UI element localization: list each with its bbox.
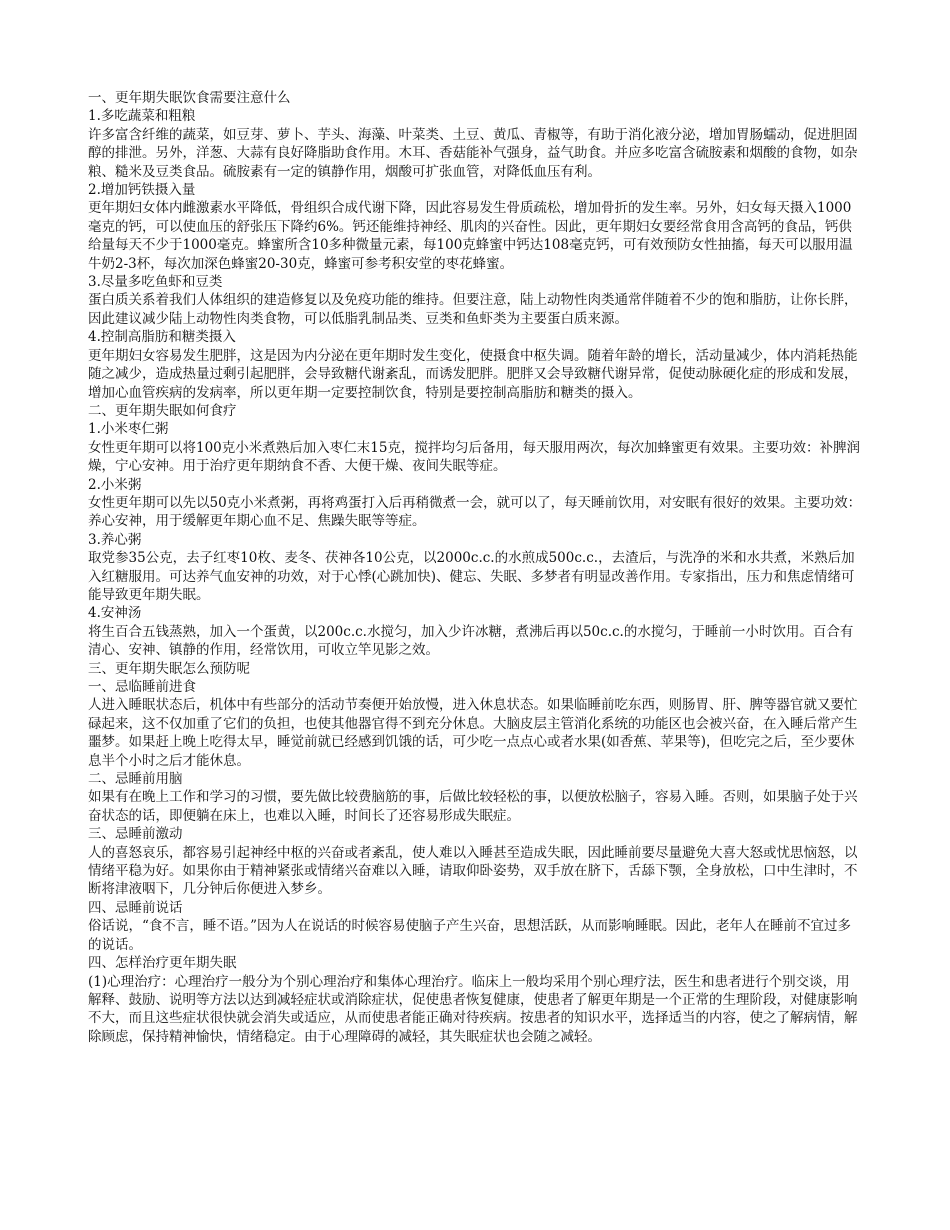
subsection-heading: 3.尽量多吃鱼虾和豆类	[88, 274, 223, 291]
section-heading: 二、更年期失眠如何食疗	[88, 402, 237, 419]
subsection-heading: 四、忌睡前说话	[88, 899, 183, 916]
subsection-heading: 3.养心粥	[88, 531, 142, 548]
paragraph: 蛋白质关系着我们人体组织的建造修复以及免疫功能的维持。但要注意，陆上动物性肉类通常伴随着不少的饱和脂肪，让你长胖，因此建议减少陆上动物性肉类食物，可以低脂乳制品类、豆类和鱼虾类为主要蛋白质来源。	[88, 292, 858, 327]
paragraph: 更年期妇女体内雌激素水平降低，骨组织合成代谢下降，因此容易发生骨质疏松，增加骨折的发生率。另外，妇女每天摄入1000毫克的钙，可以使血压的舒张压下降约6%。钙还能维持神经、肌肉的兴奋性。因此，更年期妇女要经常食用含高钙的食品，钙供给量每天不少于1000毫克。蜂蜜所含10多种微量元素，每100克蜂蜜中钙达108毫克钙，可有效预防女性抽搐，每天可以服用温牛奶2-3杯，每次加深色蜂蜜20-30克，蜂蜜可参考积安堂的枣花蜂蜜。	[88, 200, 853, 272]
paragraph: 人的喜怒哀乐，都容易引起神经中枢的兴奋或者紊乱，使人难以入睡甚至造成失眠，因此睡前要尽量避免大喜大怒或忧思恼怒，以情绪平稳为好。如果你由于精神紧张或情绪兴奋难以入睡，请取仰卧姿势，双手放在脐下，舌舔下颚，全身放松，口中生津时，不断将津液咽下，几分钟后你便进入梦乡。	[88, 844, 858, 898]
paragraph: 取党参35公克，去子红枣10枚、麦冬、茯神各10公克，以2000c.c.的水煎成500c.c.，去渣后，与洗净的米和水共煮，米熟后加入红糖服用。可达养气血安神的功效，对于心悸(心跳加快)、健忘、失眠、多梦者有明显改善作用。专家指出，压力和焦虑情绪可能导致更年期失眠。	[88, 550, 855, 603]
section-heading: 四、怎样治疗更年期失眠	[88, 955, 237, 972]
paragraph: 如果有在晚上工作和学习的习惯，要先做比较费脑筋的事，后做比较轻松的事，以便放松脑子，容易入睡。否则，如果脑子处于兴奋状态的话，即便躺在床上，也难以入睡，时间长了还容易形成失眠症。	[88, 789, 858, 824]
subsection-heading: 2.小米粥	[88, 476, 142, 493]
paragraph: 人进入睡眠状态后，机体中有些部分的活动节奏便开始放慢，进入休息状态。如果临睡前吃东西，则肠胃、肝、脾等器官就又要忙碌起来，这不仅加重了它们的负担，也使其他器官得不到充分休息。大脑皮层主管消化系统的功能区也会被兴奋，在入睡后常产生噩梦。如果赶上晚上吃得太早，睡觉前就已经感到饥饿的话，可少吃一点点心或者水果(如香蕉、苹果等)，但吃完之后，至少要休息半个小时之后才能休息。	[88, 697, 858, 769]
paragraph: 许多富含纤维的蔬菜，如豆芽、萝卜、芋头、海藻、叶菜类、土豆、黄瓜、青椒等，有助于消化液分泌，增加胃肠蠕动，促进胆固醇的排泄。另外，洋葱、大蒜有良好降脂助食作用。木耳、香菇能补气强身，益气助食。并应多吃富含硫胺素和烟酸的食物，如杂粮、糙米及豆类食品。硫胺素有一定的镇静作用，烟酸可扩张血管，对降低血压有利。	[88, 126, 858, 180]
paragraph: (1)心理治疗：心理治疗一般分为个别心理治疗和集体心理治疗。临床上一般均采用个别心理疗法，医生和患者进行个别交谈，用解释、鼓励、说明等方法以达到减轻症状或消除症状，促使患者恢复健康，使患者了解更年期是一个正常的生理阶段，对健康影响不大，而且这些症状很快就会消失或适应，从而使患者能正确对待疾病。按患者的知识水平，选择适当的内容，使之了解病情，解除顾虑，保持精神愉快，情绪稳定。由于心理障碍的减轻，其失眠症状也会随之减轻。	[88, 973, 858, 1045]
paragraph: 将生百合五钱蒸熟，加入一个蛋黄，以200c.c.水搅匀，加入少许冰糖，煮沸后再以50c.c.的水搅匀，于睡前一小时饮用。百合有清心、安神、镇静的作用，经常饮用，可收立竿见影之效。	[88, 623, 854, 659]
paragraph: 女性更年期可以先以50克小米煮粥，再将鸡蛋打入后再稍微煮一会，就可以了，每天睡前饮用，对安眠有很好的效果。主要功效：养心安神，用于缓解更年期心血不足、焦躁失眠等等症。	[88, 494, 862, 530]
subsection-heading: 4.控制高脂肪和糖类摄入	[88, 329, 236, 346]
section-heading: 一、更年期失眠饮食需要注意什么	[88, 90, 291, 106]
subsection-heading: 二、忌睡前用脑	[88, 771, 183, 788]
paragraph: 更年期妇女容易发生肥胖，这是因为内分泌在更年期时发生变化，使摄食中枢失调。随着年龄的增长，活动量减少，体内消耗热能随之减少，造成热量过剩引起肥胖，会导致糖代谢紊乱，而诱发肥胖。肥胖又会导致糖代谢异常，促使动脉硬化症的形成和发展，增加心血管疾病的发病率，所以更年期一定要控制饮食，特别是要控制高脂肪和糖类的摄入。	[88, 347, 858, 401]
subsection-heading: 1.多吃蔬菜和粗粮	[88, 108, 196, 125]
subsection-heading: 1.小米枣仁粥	[88, 421, 169, 438]
subsection-heading: 一、忌临睡前进食	[88, 679, 196, 695]
subsection-heading: 4.安神汤	[88, 605, 142, 622]
subsection-heading: 三、忌睡前激动	[88, 826, 183, 843]
paragraph: 女性更年期可以将100克小米煮熟后加入枣仁末15克，搅拌均匀后备用，每天服用两次，每次加蜂蜜更有效果。主要功效：补脾润燥，宁心安神。用于治疗更年期纳食不香、大便干燥、夜间失眠等症。	[88, 439, 860, 475]
section-heading: 三、更年期失眠怎么预防呢	[88, 660, 250, 677]
subsection-heading: 2.增加钙铁摄入量	[88, 182, 196, 199]
paragraph: 俗话说，“食不言，睡不语。”因为人在说话的时候容易使脑子产生兴奋，思想活跃，从而影响睡眠。因此，老年人在睡前不宜过多的说话。	[88, 918, 852, 953]
